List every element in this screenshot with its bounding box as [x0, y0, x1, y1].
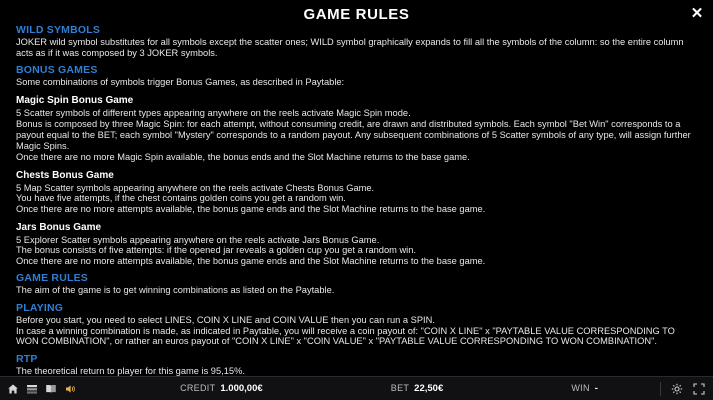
bet-value: 22,50€ — [414, 383, 444, 394]
subsection-paragraph: Once there are no more attempts available, the bonus game ends and the Slot Machine returns to the base game. — [16, 255, 486, 266]
section-paragraph: In case a winning combination is made, as indicated in Paytable, you will receive a coin payout of: "COIN X LINE" x "PAYTABLE VALUE CORRESPONDING TO WON COMBINATION", or rather an euros payout of "COIN X LINE" x "COIN VALUE" x "PAYTABLE VALUE CORRESPONDING TO WON COMBINATION". — [16, 325, 675, 347]
book-icon[interactable] — [45, 383, 57, 395]
bottom-bar-left-icons — [0, 383, 118, 395]
bet-label: BET — [390, 383, 410, 393]
subsection-paragraph: You have five attempts, if the chest contains golden coins you get a random win. — [16, 193, 346, 204]
subsection-paragraph: 5 Map Scatter symbols appearing anywhere on the reels activate Chests Bonus Game. — [16, 182, 375, 193]
section-paragraph: Some combinations of symbols trigger Bonus Games, as described in Paytable: — [16, 77, 345, 88]
subsection-heading-magic-spin: Magic Spin Bonus Game — [16, 94, 134, 106]
win-value: - — [594, 383, 598, 394]
section-paragraph: JOKER wild symbol substitutes for all symbols except the scatter ones; WILD symbol graphically expands to fill all the symbols of the column: so the entire column acts as if it was composed by 3 JOKER symbols. — [16, 37, 684, 58]
subsection-paragraph: Bonus is composed by three Magic Spin: for each attempt, without consuming credit, are drawn and distributed symbols. Each symbol "Bet Win" corresponds to a payout equal to the BET; each symbol "Mystery" corresponds to a random payout. Any subsequent combinations of 5 Scatter symbols of any type, will assign further Magic Spins. — [16, 119, 691, 151]
bottom-bar-stats — [118, 383, 660, 394]
bottom-bar — [0, 376, 713, 400]
section-paragraph: Before you start, you need to select LINES, COIN X LINE and COIN VALUE then you can run a SPIN. — [16, 314, 435, 325]
section-heading-game-rules: GAME RULES — [16, 272, 89, 285]
rules-content — [0, 24, 713, 376]
bet-stat — [391, 383, 443, 394]
gear-icon[interactable] — [671, 383, 683, 395]
bottom-bar-right-icons — [660, 382, 713, 396]
page-title: GAME RULES — [303, 5, 410, 23]
win-label: WIN — [571, 383, 590, 393]
subsection-paragraph: Once there are no more Magic Spin available, the bonus ends and the Slot Machine returns to the base game. — [16, 152, 470, 163]
stack-icon[interactable] — [26, 383, 38, 395]
subsection-heading-chests: Chests Bonus Game — [16, 169, 114, 181]
section-heading-playing: PLAYING — [16, 301, 64, 314]
sound-icon[interactable] — [64, 383, 76, 395]
subsection-paragraph: 5 Explorer Scatter symbols appearing anywhere on the reels activate Jars Bonus Game. — [16, 234, 380, 245]
subsection-heading-jars: Jars Bonus Game — [16, 221, 102, 233]
section-paragraph: The theoretical return to player for this game is 95,15%. — [16, 365, 245, 376]
credit-label: CREDIT — [180, 383, 216, 393]
section-heading-rtp: RTP — [16, 352, 38, 365]
subsection-paragraph: The bonus consists of five attempts: if the opened jar reveals a golden cup you get a random win. — [16, 245, 416, 256]
fullscreen-icon[interactable] — [693, 383, 705, 395]
close-icon[interactable]: ✕ — [690, 5, 704, 22]
section-heading-wild-symbols: WILD SYMBOLS — [16, 24, 101, 36]
section-paragraph: The aim of the game is to get winning combinations as listed on the Paytable. — [16, 285, 335, 296]
section-heading-bonus-games: BONUS GAMES — [16, 64, 98, 77]
credit-stat — [180, 383, 263, 394]
win-stat — [571, 383, 598, 394]
subsection-paragraph: Once there are no more attempts available, the bonus game ends and the Slot Machine returns to the base game. — [16, 203, 486, 214]
credit-value: 1.000,00€ — [220, 383, 263, 394]
subsection-paragraph: 5 Scatter symbols of different types appearing anywhere on the reels activate Magic Spin mode. — [16, 107, 411, 118]
home-icon[interactable] — [7, 383, 19, 395]
divider — [660, 382, 661, 396]
